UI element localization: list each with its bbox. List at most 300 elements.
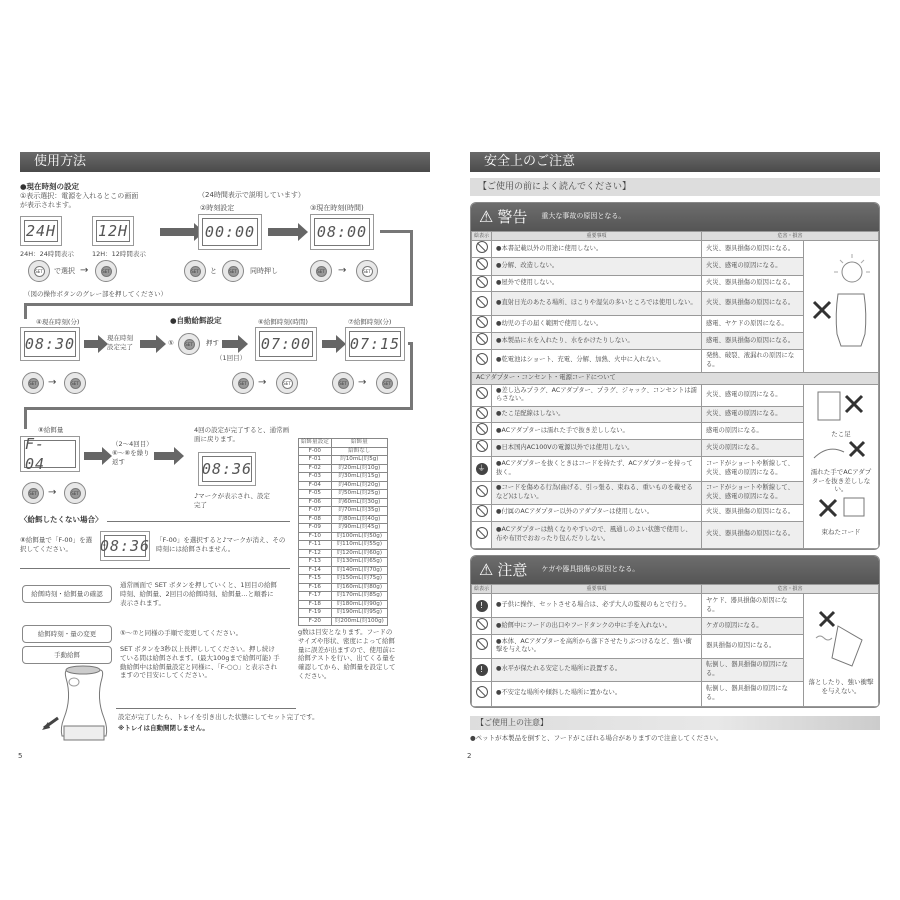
simultaneous-text: 同時押し [250,267,278,275]
set-button-icon: SET [238,378,249,389]
feed-setting-cell: F-06 [299,498,332,507]
item-cell: ●本製品に水を入れたり、水をかけたりしない。 [492,333,702,350]
prohibited-icon [476,618,488,630]
control-pad-icon [64,482,86,504]
warning-triangle-icon: ⚠ [479,560,494,580]
feed-setting-cell: F-10 [299,532,332,541]
harm-cell: 火災、感電の原因になる。 [701,406,803,423]
flow-arrow [154,452,176,460]
item-cell: ●子供に操作、セットさせる場合は、必ず大人の監視のもとで行う。 [492,594,702,618]
pictogram-cell [472,618,492,635]
feed-setting-cell: F-05 [299,490,332,499]
table-header: 給餌量設定 [299,439,332,448]
control-pad-icon [276,372,298,394]
feed-setting-cell: F-09 [299,524,332,533]
usage-notes-heading: 【ご使用上の注意】 [470,716,880,730]
pictogram-cell [472,481,492,504]
set-button-icon: SET [70,378,81,389]
set-button-icon: SET [184,339,195,350]
step8-label: ⑧給餌量 [38,426,64,434]
step7-label: ⑦給餌時刻(分) [348,318,392,326]
control-pad-icon [332,372,354,394]
feed-amount-cell: 約180mL(約90g) [331,600,387,609]
lcd-step8 [20,436,80,472]
no-feed-text: ⑧給餌量で「F-00」を選択してください。 [20,536,93,553]
table-row [299,575,388,584]
harm-cell: コードがショートや断線して、火災、感電の原因になる。 [701,456,803,481]
pictogram-cell [472,257,492,275]
pictogram-cell [472,456,492,481]
lcd-text: 12H [96,220,130,242]
function-label-check: 給餌時刻・給餌量の確認 [22,585,112,603]
page-number-right: 2 [467,752,472,760]
read-before-use-banner: 【ご使用の前によく読んでください】 [470,178,880,196]
control-pad-icon [232,372,254,394]
column-header: 危害・損害 [701,232,878,241]
harm-cell: 火災の原因になる。 [701,440,803,457]
feed-amount-cell: 約50mL(約25g) [331,490,387,499]
mark-note: ♪マークが表示され、設定完了 [194,492,271,509]
control-pad-icon [22,372,44,394]
column-header-row [472,585,879,594]
caption-bundled-cord: 束ねたコード [821,527,861,536]
caption-octopus-wiring: たこ足 [831,429,851,438]
final-text: 設定が完了したら、トレイを引き出した状態にしてセット完了です。 [118,713,319,721]
item-cell: ●本書記載以外の用途に使用しない。 [492,241,702,258]
page-title-usage: 使用方法 [20,152,430,172]
connector-line [24,303,27,319]
pictogram-cell [472,504,492,521]
flow-arrow [84,452,104,460]
pictogram-cell [472,440,492,457]
lcd-text: 08:00 [314,218,370,246]
table-row [299,583,388,592]
prohibited-icon [476,505,488,517]
column-header: 重要事項 [492,232,702,241]
feed-amount-cell: 約70mL(約35g) [331,507,387,516]
control-pad-icon [310,260,332,282]
feed-setting-cell: F-01 [299,456,332,465]
control-pad-icon [356,260,378,282]
warning-box [470,202,880,550]
step3-label: ③現在時刻(時間) [310,204,364,212]
table-row [299,549,388,558]
prohibited-icon [476,333,488,345]
pictogram-cell [472,316,492,333]
no-feed-result: 「F-00」を選択すると♪マークが消え、その時刻には給餌されません。 [156,536,286,553]
feed-setting-cell: F-20 [299,617,332,626]
octopus-wiring-illustration [808,386,874,426]
feed-amount-cell: 約100mL(約50g) [331,532,387,541]
ac-section-label: ACアダプター・コンセント・電源コードについて [472,372,879,384]
lcd-text: 00:00 [202,218,258,246]
illustration-cell [803,241,878,373]
prohibited-icon [476,316,488,328]
item-cell: ●ACアダプターを抜くときはコードを持たず、ACアダプターを持って抜く。 [492,456,702,481]
prohibited-icon [476,485,488,497]
arrow-icon: → [258,377,267,388]
harm-cell: 転倒し、器具損傷の原因になる。 [702,658,804,681]
feed-amount-cell: 約10mL(約5g) [331,456,387,465]
wet-hand-illustration [808,438,874,464]
feed-setting-cell: F-03 [299,473,332,482]
page-number-left: 5 [18,752,23,760]
pictogram-cell [472,384,492,406]
item-cell: ●差し込みプラグ、ACアダプター、プラグ、ジャック、コンセントは濡らさない。 [492,384,702,406]
feed-setting-cell: F-02 [299,464,332,473]
item-cell: ●水平が保たれる安定した場所に設置する。 [492,658,702,681]
table-row [299,566,388,575]
set-button-icon: SET [28,488,39,499]
flow-arrow [84,340,100,348]
table-header: 給餌量 [331,439,387,448]
harm-cell: 火災、感電の原因になる。 [701,384,803,406]
table-row [299,490,388,499]
ac-section-row [472,372,879,384]
prohibited-icon [476,241,488,253]
table-row [472,594,879,618]
prohibited-icon [476,638,488,650]
feed-amount-cell: 約40mL(約20g) [331,481,387,490]
warning-label: 警告 [497,207,528,226]
pictogram-cell [472,406,492,423]
caution-label: 注意 [497,560,528,579]
arrow-icon: → [358,377,367,388]
function-label-change: 給餌時刻・量の変更 [22,625,112,643]
warning-desc: 重大な事故の原因となる。 [541,212,626,221]
column-header: 絵表示 [472,585,492,594]
feed-amount-cell: 約120mL(約60g) [331,549,387,558]
pictogram-cell [472,275,492,292]
label-24h: 24H：24時間表示 [20,250,74,258]
flow-arrow [268,228,300,236]
lcd-step7 [345,327,405,361]
feed-setting-cell: F-07 [299,507,332,516]
drop-prohibited-illustration [808,604,874,674]
unplug-icon: ⏚ [477,463,486,473]
table-row [472,241,879,258]
table-row [299,609,388,618]
set-button-icon: SET [190,266,201,277]
feed-setting-cell: F-19 [299,609,332,618]
step4-label: ④現在時刻(分) [36,318,80,326]
item-cell: ●給餌中にフードの出口やフードタンクの中に手を入れない。 [492,618,702,635]
connector-line [24,407,27,429]
table-row [472,384,879,406]
item-cell: ●本体、ACアダプターを高所から落下させたりぶつけるなど、強い衝撃を与えない。 [492,634,702,658]
set-button-icon: SET [70,488,81,499]
prohibited-icon [476,296,488,308]
pictogram-cell [472,658,492,681]
lcd-step4 [20,327,80,361]
lcd-12h [92,216,134,246]
feed-amount-cell: 約140mL(約70g) [331,566,387,575]
pictogram-cell [472,681,492,706]
harm-cell: 火災、器具損傷の原因になる。 [701,275,803,292]
warning-header [471,203,879,231]
prohibited-icon [476,353,488,365]
prohibited-icon [476,440,488,452]
caution-table [471,584,879,707]
table-row [299,473,388,482]
step5-label: ⑤ [168,339,174,347]
no-disassembly-icon [476,258,488,270]
caution-box [470,555,880,708]
harm-cell: 器具損傷の原因になる。 [702,634,804,658]
feed-setting-cell: F-15 [299,575,332,584]
final-note: ※トレイは自動開閉しません。 [118,724,209,732]
feed-amount-cell: 約60mL(約30g) [331,498,387,507]
control-pad-icon [28,260,50,282]
step6-label: ⑥給餌時刻(時間) [258,318,308,326]
connector-line [410,342,413,410]
usage-notes-text: ●ペットが本製品を倒すと、フードがこぼれる場合がありますので注意してください。 [470,734,723,742]
explain-note: （24時間表示で説明しています） [198,191,305,199]
prohibited-icon [476,387,488,399]
lcd-text: 07:00 [259,331,313,357]
mandatory-icon: ! [476,600,488,612]
feed-amount-cell: 約30mL(約15g) [331,473,387,482]
arrow-icon: → [80,265,89,276]
feed-setting-cell: F-18 [299,600,332,609]
bundled-cord-illustration [808,494,874,524]
connector-line [24,303,413,306]
prohibited-icon [476,686,488,698]
set-button-icon: SET [362,266,373,277]
set-button-icon: SET [382,378,393,389]
pictogram-cell [472,349,492,372]
push-text: 押す [206,339,219,347]
feed-setting-cell: F-00 [299,447,332,456]
arrow-icon: → [338,265,347,276]
ac-adapter-illustrations [808,386,874,546]
mandatory-icon: ! [476,664,488,676]
set-button-icon: SET [282,378,293,389]
lcd-text: 08:30 [24,331,76,357]
harm-cell: 火災、感電の原因になる。 [701,257,803,275]
first-time-text: （1回目） [216,354,247,362]
table-row [299,541,388,550]
control-pad-icon [184,260,206,282]
lcd-no-feed [100,531,150,561]
control-pad-icon [376,372,398,394]
caution-desc: ケガや器具損傷の原因となる。 [541,565,640,574]
complete-text: 4回の設定が完了すると、通常画面に戻ります。 [194,426,290,443]
illustration-cell [804,594,879,707]
flow-arrow [322,340,338,348]
feed-amount-cell: 約130mL(約65g) [331,558,387,567]
feed-setting-cell: F-04 [299,481,332,490]
label-12h: 12H：12時間表示 [92,250,146,258]
flow-arrow [160,228,196,236]
lcd-text: 07:15 [349,331,401,357]
lcd-text: F- 04 [24,440,76,468]
item-cell: ●ACアダプターは熱くなりやすいので、風通しのよい状態で使用し、布や布団でおおったり包んだりしない。 [492,521,702,548]
step2-label: ②時刻設定 [200,204,235,212]
set-button-icon: SET [338,378,349,389]
lcd-24h [20,216,62,246]
divider [116,708,296,709]
no-feed-heading: 〈給餌したくない場合〉 [20,515,107,525]
table-row [299,600,388,609]
pictogram-cell [472,423,492,440]
item-cell: ●付属のACアダプター以外のアダプターは使用しない。 [492,504,702,521]
arrow-icon: → [48,377,57,388]
lcd-text: 24H [24,220,58,242]
table-row [299,524,388,533]
column-header-row [472,232,879,241]
page-title-safety: 安全上のご注意 [470,152,880,172]
control-pad-icon [95,260,117,282]
flow-arrow [222,340,240,348]
caption-drop: 落としたり、強い衝撃を与えない。 [808,677,874,695]
harm-cell: 火災、器具損傷の原因になる。 [701,504,803,521]
table-row [299,464,388,473]
item-cell: ●幼児の手の届く範囲で使用しない。 [492,316,702,333]
feed-setting-cell: F-16 [299,583,332,592]
item-cell: ●直射日光のあたる場所、ほこりや湿気の多いところでは使用しない。 [492,292,702,316]
caption-wet-hands: 濡れた手でACアダプターを抜き差ししない。 [810,467,872,494]
feed-setting-cell: F-12 [299,549,332,558]
table-row [299,456,388,465]
column-header: 絵表示 [472,232,492,241]
feed-setting-cell: F-11 [299,541,332,550]
pictogram-cell [472,594,492,618]
pictogram-cell [472,292,492,316]
feed-setting-cell: F-14 [299,566,332,575]
set-button-icon: SET [101,266,112,277]
harm-cell: 火災、器具損傷の原因になる。 [701,292,803,316]
pet-feeder-illustration [38,664,118,749]
lcd-step2 [198,214,262,250]
pictogram-cell [472,333,492,350]
harm-cell: 感電の原因になる。 [701,423,803,440]
table-row [299,617,388,626]
harm-cell: 火災、器具損傷の原因になる。 [701,241,803,258]
table-row [299,498,388,507]
feed-amount-cell: 約160mL(約80g) [331,583,387,592]
clock-done-text: 現在時刻設定完了 [107,334,133,351]
set-button-icon: SET [28,378,39,389]
clock-setting-heading: ●現在時刻の設定 [20,182,80,191]
illustration-cell [803,384,878,548]
flow-arrow [140,340,158,348]
table-row [299,592,388,601]
repeat-text: （2〜4回目）⑥〜⑧を繰り返す [112,440,150,466]
function-label-manual: 手動給餌 [22,646,112,664]
and-text: と [210,267,217,275]
harm-cell: 発熱、破裂、液漏れの原因になる。 [701,349,803,372]
control-pad-icon [22,482,44,504]
table-row [299,481,388,490]
pictogram-cell [472,521,492,548]
item-cell: ●たこ足配線はしない。 [492,406,702,423]
lcd-step3 [310,214,374,250]
table-row [299,532,388,541]
harm-cell: 感電、器具損傷の原因になる。 [701,333,803,350]
function-text-check: 通常画面で SET ボタンを押していくと、1回目の給餌時刻、給餌量、2回目の給餌時刻、給餌量…と順番に表示されます。 [120,581,277,607]
lcd-complete [198,452,256,486]
caution-header [471,556,879,584]
button-note: （図の操作ボタンのグレー部を押してください） [24,290,167,298]
pictogram-cell [472,634,492,658]
connector-line [24,407,413,410]
control-pad-icon [178,333,200,355]
divider [20,568,290,569]
table-row [299,447,388,456]
arrow-icon: → [48,487,57,498]
table-note: g数は目安となります。フードのサイズや形状、密度によって給餌量に誤差が出ますので、使用前に給餌テストを行い、出てくる量を確認してから、給餌量を設定してください。 [298,628,396,680]
item-cell: ●日本国内AC100Vの電源以外では使用しない。 [492,440,702,457]
function-text-change: ⑤〜⑦と同様の手順で変更してください。 [120,629,243,637]
feed-amount-cell: 約170mL(約85g) [331,592,387,601]
feed-amount-cell: 約150mL(約75g) [331,575,387,584]
lcd-text: 08:36 [104,535,146,557]
table-row [299,515,388,524]
harm-cell: 火災、器具損傷の原因になる。 [701,521,803,548]
harm-cell: ケガの原因になる。 [702,618,804,635]
lcd-step6 [255,327,317,361]
step1-text: ①表示選択：電源を入れるとこの画面が表示されます。 [20,192,139,210]
lcd-text: 08:36 [202,456,252,482]
connector-line [380,230,413,233]
harm-cell: ヤケド、器具損傷の原因になる。 [702,594,804,618]
no-wet-hands-icon [476,423,488,435]
prohibited-icon [476,276,488,288]
feed-amount-cell: 約190mL(約95g) [331,609,387,618]
item-cell: ●不安定な場所や傾斜した場所に置かない。 [492,681,702,706]
pictogram-cell [472,241,492,258]
table-row [299,558,388,567]
column-header: 重要事項 [492,585,702,594]
feed-amount-cell: 約20mL(約10g) [331,464,387,473]
feed-amount-cell: 約110mL(約55g) [331,541,387,550]
set-button-icon: SET [34,266,45,277]
feed-setting-cell: F-08 [299,515,332,524]
feed-amount-cell: 約200mL(約100g) [331,617,387,626]
harm-cell: 感電、ヤケドの原因になる。 [701,316,803,333]
feed-setting-cell: F-13 [299,558,332,567]
auto-feed-heading: ●自動給餌設定 [170,316,222,325]
harm-cell: コードがショートや断線して、火災、感電の原因になる。 [701,481,803,504]
feed-setting-cell: F-17 [299,592,332,601]
feed-amount-table [298,438,388,626]
function-text-manual: SET ボタンを3秒以上長押ししてください。押し続けている間は給餌されます。(最大100gまで給餌可能) 手動給餌中は給餌量設定と同様に、「F-○○」と表示されますので目安にしてください。 [120,645,280,680]
set-button-icon: SET [316,266,327,277]
warning-triangle-icon: ⚠ [479,207,494,227]
sunlight-prohibited-illustration [808,250,874,360]
item-cell: ●分解、改造しない。 [492,257,702,275]
item-cell: ●ACアダプターは濡れた手で抜き差ししない。 [492,423,702,440]
prohibited-icon [476,527,488,539]
item-cell: ●コードを傷める行為(曲げる、引っ張る、束ねる、重いものを載せるなど)はしない。 [492,481,702,504]
connector-line [410,230,413,306]
feed-amount-cell: 約90mL(約45g) [331,524,387,533]
prohibited-icon [476,407,488,419]
item-cell: ●屋外で使用しない。 [492,275,702,292]
feed-amount-cell: 約80mL(約40g) [331,515,387,524]
set-button-icon: SET [228,266,239,277]
item-cell: ●乾電池はショート、充電、分解、加熱、火中に入れない。 [492,349,702,372]
harm-cell: 転倒し、器具損傷の原因になる。 [702,681,804,706]
control-pad-icon [64,372,86,394]
column-header: 危害・損害 [702,585,879,594]
feed-amount-cell: 給餌なし [331,447,387,456]
warning-table [471,231,879,549]
select-text: で選択 [54,267,75,275]
table-row [299,507,388,516]
control-pad-icon [222,260,244,282]
